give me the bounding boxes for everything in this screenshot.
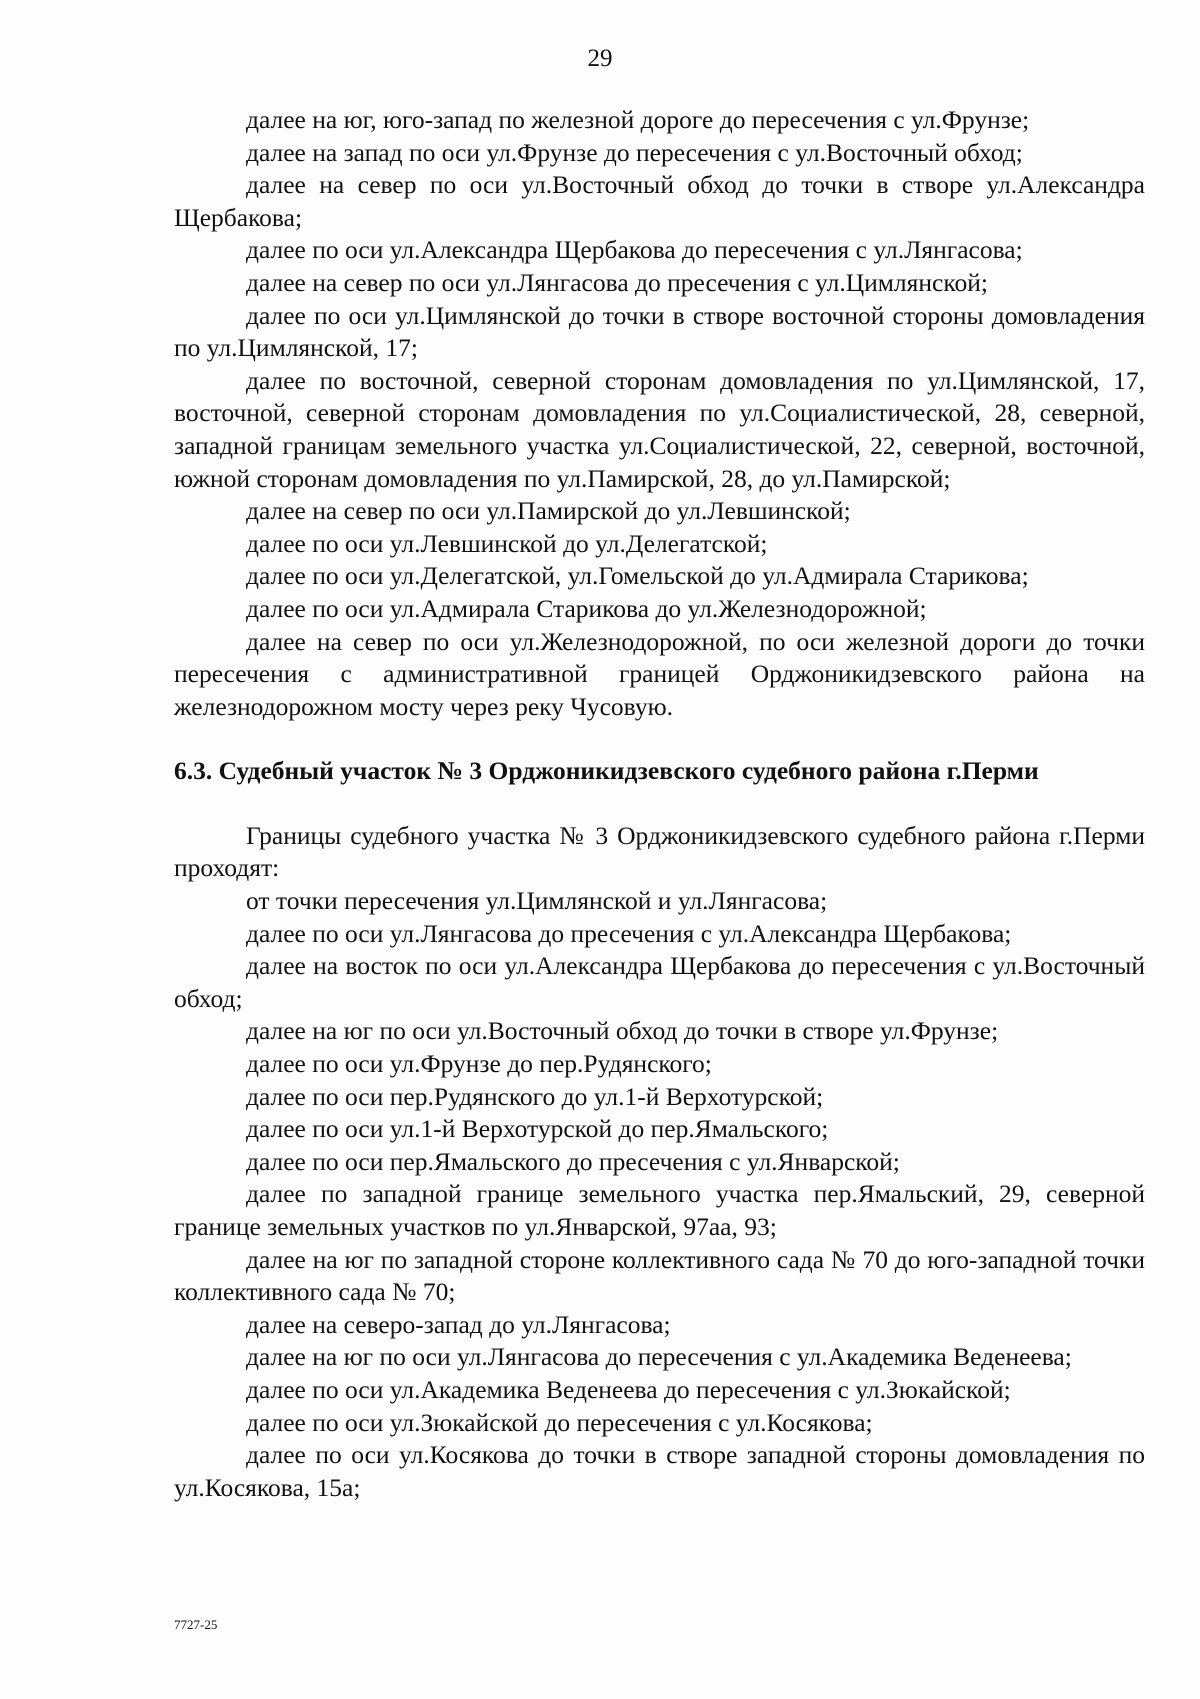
boundary-intro-paragraph: Границы судебного участка № 3 Орджоникидзевского судебного района г.Перми проходят: xyxy=(174,820,1145,883)
boundary-paragraph: далее на юг по оси ул.Восточный обход до точки в створе ул.Фрунзе; xyxy=(246,1016,999,1046)
boundary-paragraph: далее по оси ул.Фрунзе до пер.Рудянского; xyxy=(246,1049,712,1079)
boundary-paragraph: далее на север по оси ул.Железнодорожной, по оси железной дороги до точки пересечения с административной границей Орджоникидзевского района на железнодорожном мосту через реку Чусовую. xyxy=(174,626,1145,721)
boundary-paragraph: далее по западной границе земельного участка пер.Ямальский, 29, северной границе земельных участков по ул.Январской, 97аа, 93; xyxy=(174,1179,1145,1241)
boundary-paragraph: далее на восток по оси ул.Александра Щербакова до пересечения с ул.Восточный обход; xyxy=(174,951,1145,1013)
boundary-paragraph: от точки пересечения ул.Цимлянской и ул.Лянгасова; xyxy=(246,886,828,916)
boundary-paragraph: далее на запад по оси ул.Фрунзе до пересечения с ул.Восточный обход; xyxy=(246,137,1023,167)
boundary-paragraph: далее на юг по западной стороне коллективного сада № 70 до юго-западной точки коллективного сада № 70; xyxy=(174,1244,1145,1307)
boundary-paragraph: далее по оси ул.Косякова до точки в створе западной стороны домовладения по ул.Косякова, 15а; xyxy=(174,1440,1145,1502)
section-heading: 6.3. Судебный участок № 3 Орджоникидзевского судебного района г.Перми xyxy=(174,756,1039,786)
page-number: 29 xyxy=(587,45,613,72)
boundary-paragraph: далее по оси ул.Левшинской до ул.Делегатской; xyxy=(246,528,768,558)
document-body xyxy=(174,104,1145,1504)
boundary-paragraph: далее на север по оси ул.Лянгасова до пресечения с ул.Цимлянской; xyxy=(246,267,988,297)
boundary-paragraph: далее на северо-запад до ул.Лянгасова; xyxy=(246,1309,671,1339)
boundary-paragraph: далее по оси ул.Лянгасова до пресечения с ул.Александра Щербакова; xyxy=(246,918,1012,948)
boundary-paragraph: далее по оси ул.Делегатской, ул.Гомельской до ул.Адмирала Старикова; xyxy=(246,561,1029,591)
boundary-paragraph: далее на юг по оси ул.Лянгасова до пересечения с ул.Академика Веденеева; xyxy=(246,1342,1072,1372)
boundary-paragraph: далее по оси ул.Академика Веденеева до пересечения с ул.Зюкайской; xyxy=(246,1374,1011,1404)
boundary-paragraph: далее по оси пер.Рудянского до ул.1-й Верхотурской; xyxy=(246,1081,824,1111)
boundary-paragraph: далее по оси ул.1-й Верхотурской до пер.Ямальского; xyxy=(246,1114,829,1144)
boundary-paragraph: далее по оси ул.Александра Щербакова до пересечения с ул.Лянгасова; xyxy=(246,235,1023,265)
boundary-paragraph: далее по восточной, северной сторонам домовладения по ул.Цимлянской, 17, восточной, северной сторонам домовладения по ул.Социалистической, 28, северной, западной границам земельного участка ул.Социалистической, 22, северной, восточной, южной сторонам домовладения по ул.Памирской, 28, до ул.Памирской; xyxy=(174,365,1145,493)
boundary-paragraph: далее по оси ул.Адмирала Старикова до ул.Железнодорожной; xyxy=(246,593,927,623)
boundary-paragraph: далее на юг, юго-запад по железной дороге до пересечения с ул.Фрунзе; xyxy=(246,105,1030,134)
boundary-paragraph: далее на север по оси ул.Памирской до ул.Левшинской; xyxy=(246,496,851,526)
document-code: 7727-25 xyxy=(174,1617,218,1632)
section-one xyxy=(174,104,1145,723)
boundary-paragraph: далее на север по оси ул.Восточный обход до точки в створе ул.Александра Щербакова; xyxy=(174,170,1145,232)
boundary-paragraph: далее по оси ул.Цимлянской до точки в створе восточной стороны домовладения по ул.Цимлянской, 17; xyxy=(174,300,1145,363)
boundary-paragraph: далее по оси пер.Ямальского до пресечения с ул.Январской; xyxy=(246,1146,900,1176)
section-two xyxy=(174,820,1145,1504)
boundary-paragraph: далее по оси ул.Зюкайской до пересечения с ул.Косякова; xyxy=(246,1407,873,1437)
